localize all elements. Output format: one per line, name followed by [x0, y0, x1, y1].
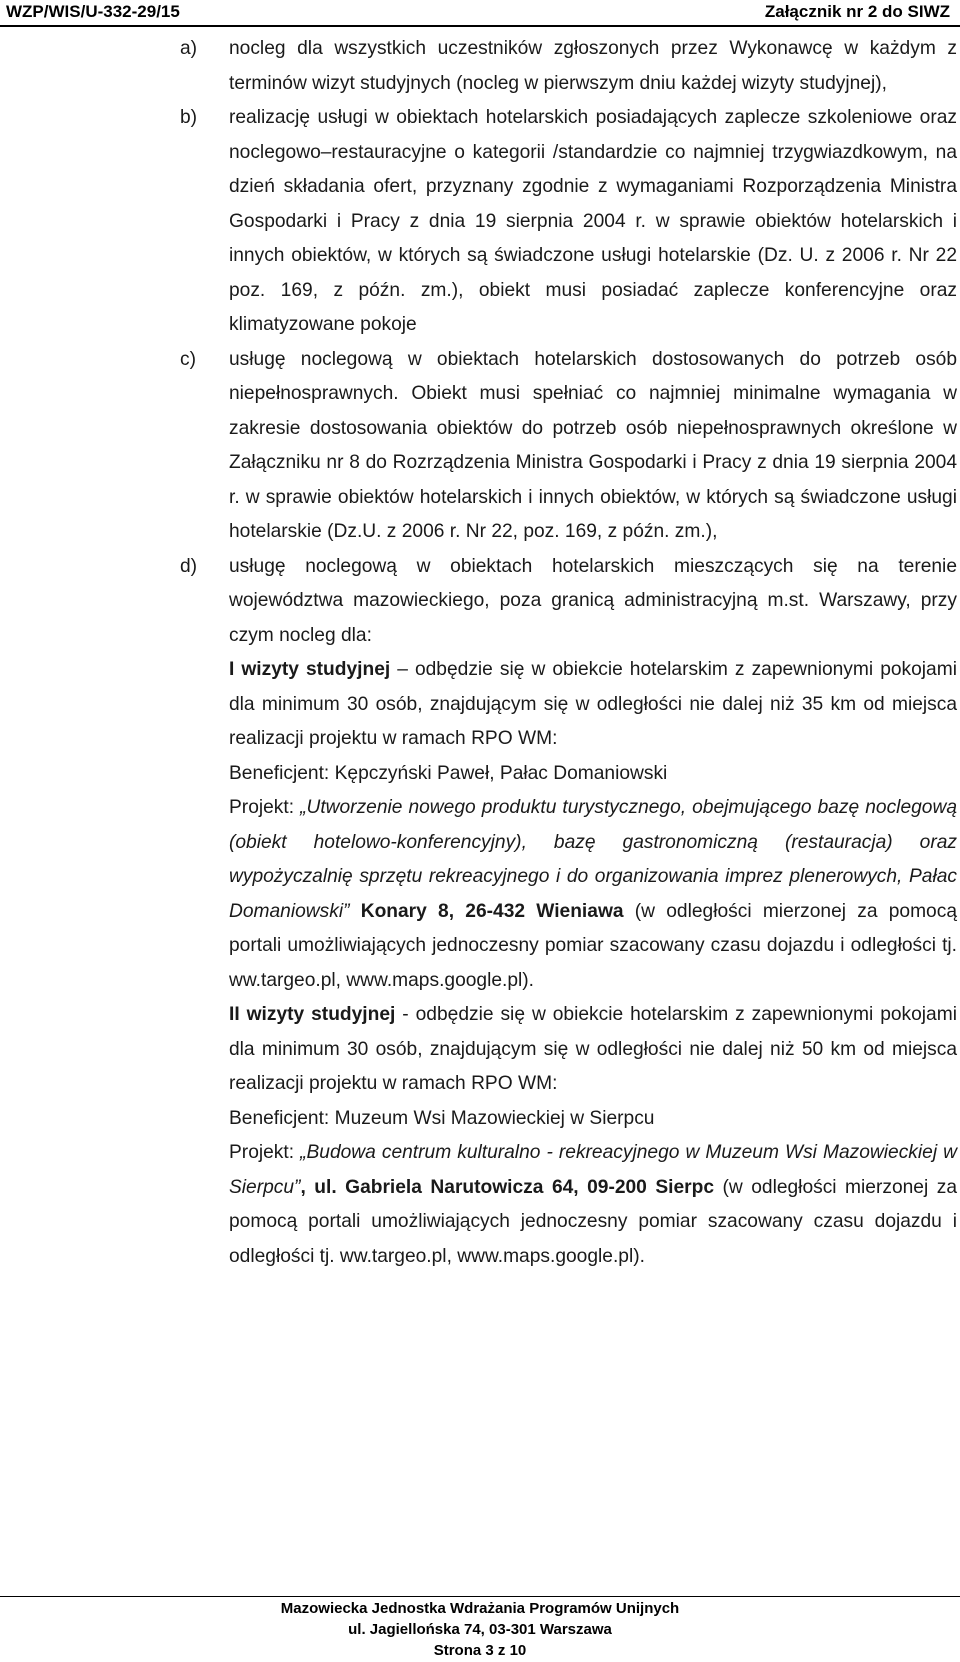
- list-item-d: [0, 550, 960, 1275]
- list-item-b: [0, 101, 960, 343]
- visit-1-beneficiary: Beneficjent: Kępczyński Paweł, Pałac Domaniowski: [229, 762, 668, 784]
- list-item-label: c): [180, 348, 196, 370]
- project-prefix: Projekt:: [229, 797, 301, 818]
- visit-2-project-name: „Budowa centrum kulturalno - rekreacyjnego w Muzeum Wsi Mazowieckiej w Sierpcu”: [229, 1142, 957, 1198]
- list-item-a: [0, 32, 960, 101]
- visit-1-title: I wizyty studyjnej: [229, 659, 391, 680]
- visit-2-description: - odbędzie się w obiekcie hotelarskim z zapewnionymi pokojami dla minimum 30 osób, znajdującym się w odległości nie dalej niż 50 km od miejsca realizacji projektu w ramach RPO WM:: [229, 1004, 957, 1094]
- visit-1-note: (w odległości mierzonej za pomocą portali umożliwiających jednoczesny pomiar szacowany czasu dojazdu i odległości tj. ww.targeo.pl, www.maps.google.pl).: [229, 900, 957, 991]
- visit-1-project: [229, 791, 957, 998]
- page-number: Strona 3 z 10: [433, 1642, 527, 1659]
- page-header: [0, 0, 960, 26]
- list-item-label: a): [180, 38, 198, 59]
- visit-2-title: II wizyty studyjnej: [229, 1004, 396, 1025]
- list-item-text: nocleg dla wszystkich uczestników zgłoszonych przez Wykonawcę w każdym z terminów wizyt studyjnych (nocleg w pierwszym dniu każdej wizyty studyjnej),: [229, 38, 957, 94]
- attachment-label: Załącznik nr 2 do SIWZ: [764, 2, 950, 21]
- document-reference: WZP/WIS/U-332-29/15: [6, 2, 180, 21]
- document-body: [0, 32, 960, 1274]
- list-item-text: usługę noclegową w obiektach hotelarskich mieszczących się na terenie województwa mazowieckiego, poza granicą administracyjną m.st. Warszawy, przy czym nocleg dla:: [229, 555, 957, 646]
- list-item-label: d): [180, 555, 198, 577]
- visit-1-project-name: „Utworzenie nowego produktu turystycznego, obejmującego bazę noclegową (obiekt hotelowo-konferencyjny), bazę gastronomiczną (restauracja) oraz wypożyczalnię sprzętu rekreacyjnego i do organizowania imprez plenerowych, Pałac Domaniowski”: [229, 797, 957, 922]
- footer-divider: [0, 1596, 960, 1597]
- footer-address: ul. Jagiellońska 74, 03-301 Warszawa: [348, 1621, 612, 1638]
- visit-2-note: (w odległości mierzonej za pomocą portali umożliwiających jednoczesny pomiar szacowany czasu dojazdu i odległości tj. ww.targeo.pl, www.maps.google.pl).: [229, 1176, 957, 1267]
- header-divider: [0, 25, 960, 27]
- visit-2-project: [229, 1136, 957, 1274]
- list-item-c: [0, 343, 960, 550]
- list-item-text: usługę noclegową w obiektach hotelarskich dostosowanych do potrzeb osób niepełnosprawnych. Obiekt musi spełniać co najmniej minimalne wymagania w zakresie dostosowania obiektów do potrzeb osób niepełnosprawnych określone w Załączniku nr 8 do Rozrządzenia Ministra Gospodarki i Pracy z dnia 19 sierpnia 2004 r. w sprawie obiektów hotelarskich i innych obiektów, w których są świadczone usługi hotelarskie (Dz.U. z 2006 r. Nr 22, poz. 169, z późn. zm.),: [229, 348, 957, 542]
- visit-1-address: Konary 8, 26-432 Wieniawa: [349, 900, 624, 922]
- footer-organization: Mazowiecka Jednostka Wdrażania Programów Unijnych: [280, 1600, 680, 1617]
- visit-2-paragraph: [229, 998, 957, 1102]
- visit-2-beneficiary: Beneficjent: Muzeum Wsi Mazowieckiej w Sierpcu: [229, 1107, 655, 1129]
- list-item-label: b): [180, 107, 198, 128]
- visit-1-description: – odbędzie się w obiekcie hotelarskim z zapewnionymi pokojami dla minimum 30 osób, znajdującym się w odległości nie dalej niż 35 km od miejsca realizacji projektu w ramach RPO WM:: [229, 659, 957, 749]
- page-footer: [0, 1598, 960, 1661]
- list-item-text: realizację usługi w obiektach hotelarskich posiadających zaplecze szkoleniowe oraz noclegowo–restauracyjne o kategorii /standardzie co najmniej trzygwiazdkowym, na dzień składania ofert, przyznany zgodnie z wymaganiami Rozporządzenia Ministra Gospodarki i Pracy z dnia 19 sierpnia 2004 r. w sprawie obiektów hotelarskich i innych obiektów, w których są świadczone usługi hotelarskie (Dz. U. z 2006 r. Nr 22 poz. 169, z późn. zm.), obiekt musi posiadać zaplecze konferencyjne oraz klimatyzowane pokoje: [229, 107, 957, 335]
- visit-1-paragraph: [229, 653, 957, 757]
- project-prefix: Projekt:: [229, 1142, 301, 1163]
- visit-2-address: , ul. Gabriela Narutowicza 64, 09-200 Sierpc: [300, 1176, 714, 1198]
